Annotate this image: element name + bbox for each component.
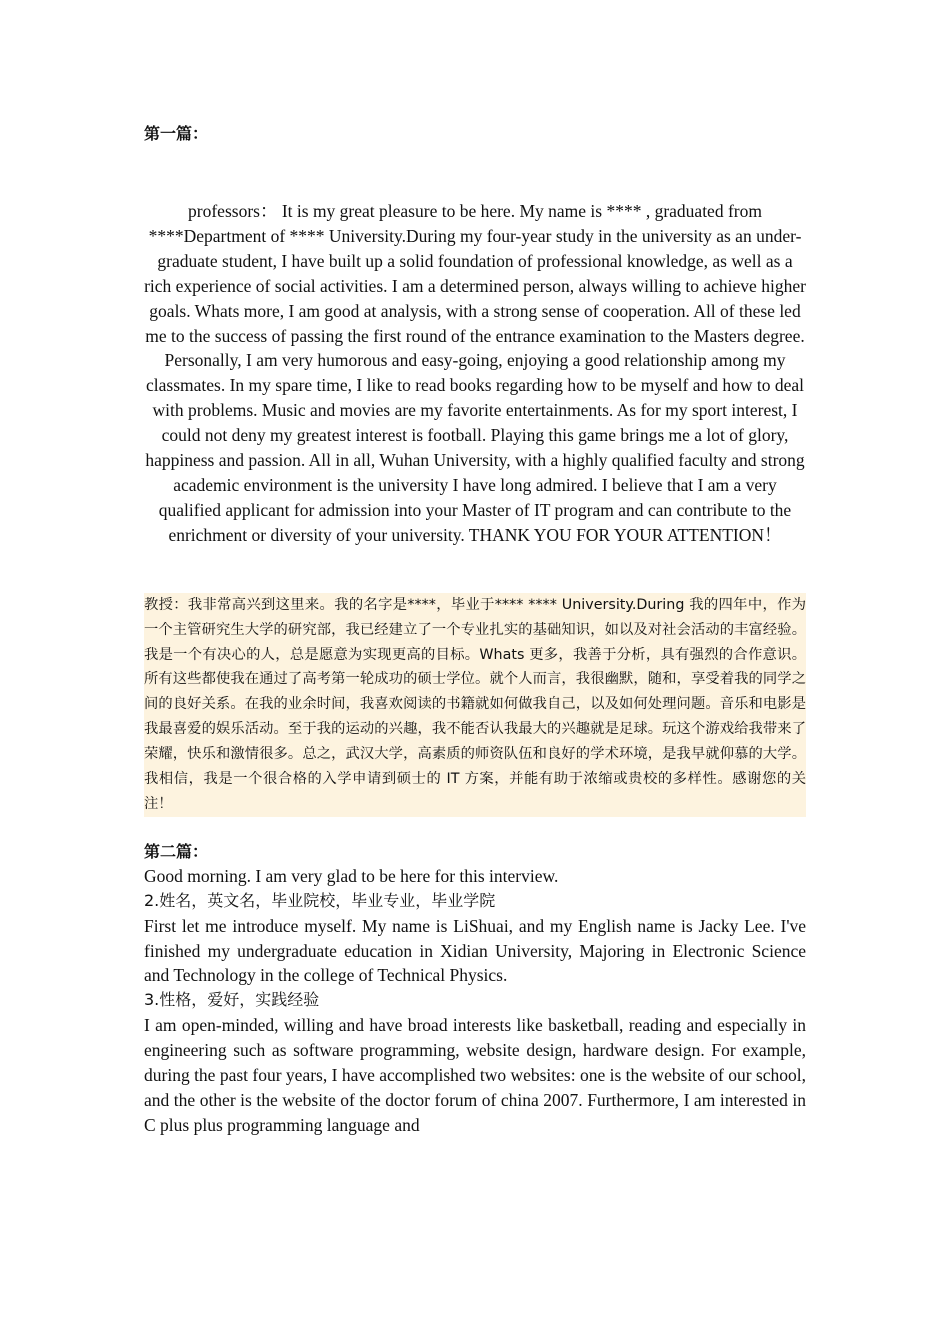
greeting-line: Good morning. I am very glad to be here for this interview. — [144, 865, 559, 886]
spacer — [144, 817, 806, 840]
spacer — [144, 152, 806, 199]
section-2-title: 第二篇： — [144, 841, 209, 861]
english-self-introduction: professors： It is my great pleasure to be here. My name is **** , graduated from ****Department of **** University.During my four-year study in the university as an under-graduate student, I have built up a solid foundation of professional knowledge, as well as a rich experience of social activities. I am a determined person, always willing to achieve higher goals. Whats more, I am good at analysis, with a strong sense of cooperation. All of these led me to the success of passing the first round of the entrance examination to the Masters degree. Personally, I am very humorous and easy-going, enjoying a good relationship among my classmates. In my spare time, I like to read books regarding how to be myself and how to deal with problems. Music and movies are my favorite entertainments. As for my sport interest, I could not deny my greatest interest is football. Playing this game brings me a lot of glory, happiness and passion. All in all, Wuhan University, with a highly qualified faculty and strong academic environment is the university I have long admired. I believe that I am a very qualified applicant for admission into your Master of IT program and can contribute to the enrichment or diversity of your university. THANK YOU FOR YOUR ATTENTION！ — [144, 201, 806, 545]
introduction-paragraph: First let me introduce myself. My name is LiShuai, and my English name is Jacky Lee. I've finished my undergraduate education in Xidian University, Majoring in Electronic Science and Technology in the college of Technical Physics. — [144, 915, 806, 986]
section-1-title: 第一篇： — [144, 124, 209, 143]
personality-paragraph: I am open-minded, willing and have broad interests like basketball, reading and especially in engineering such as software programming, website design, hardware design. For example, during the past four years, I have accomplished two websites: one is the website of our school, and the other is the website of the doctor forum of china 2007. Furthermore, I am interested in C plus plus programming language and — [144, 1015, 806, 1135]
heading-personality-hobbies: 3.性格，爱好，实践经验 — [144, 990, 320, 1010]
document-page — [144, 122, 806, 1138]
chinese-translation-block: 教授：我非常高兴到这里来。我的名字是****，毕业于**** **** University.During 我的四年中，作为一个主管研究生大学的研究部，我已经建立了一个专业扎实的基础知识，如以及对社会活动的丰富经验。我是一个有决心的人，总是愿意为实现更高的目标。Whats 更多，我善于分析，具有强烈的合作意识。所有这些都使我在通过了高考第一轮成功的硕士学位。就个人而言，我很幽默，随和，享受着我的同学之间的良好关系。在我的业余时间，我喜欢阅读的书籍就如何做我自己，以及如何处理问题。音乐和电影是我最喜爱的娱乐活动。至于我的运动的兴趣，我不能否认我最大的兴趣就是足球。玩这个游戏给我带来了荣耀，快乐和激情很多。总之，武汉大学，高素质的师资队伍和良好的学术环境，是我早就仰慕的大学。我相信，我是一个很合格的入学申请到硕士的 IT 方案，并能有助于浓缩或贵校的多样性。感谢您的关注！ — [144, 593, 806, 817]
heading-name-education: 2.姓名，英文名，毕业院校，毕业专业，毕业学院 — [144, 890, 496, 910]
spacer — [144, 548, 806, 593]
